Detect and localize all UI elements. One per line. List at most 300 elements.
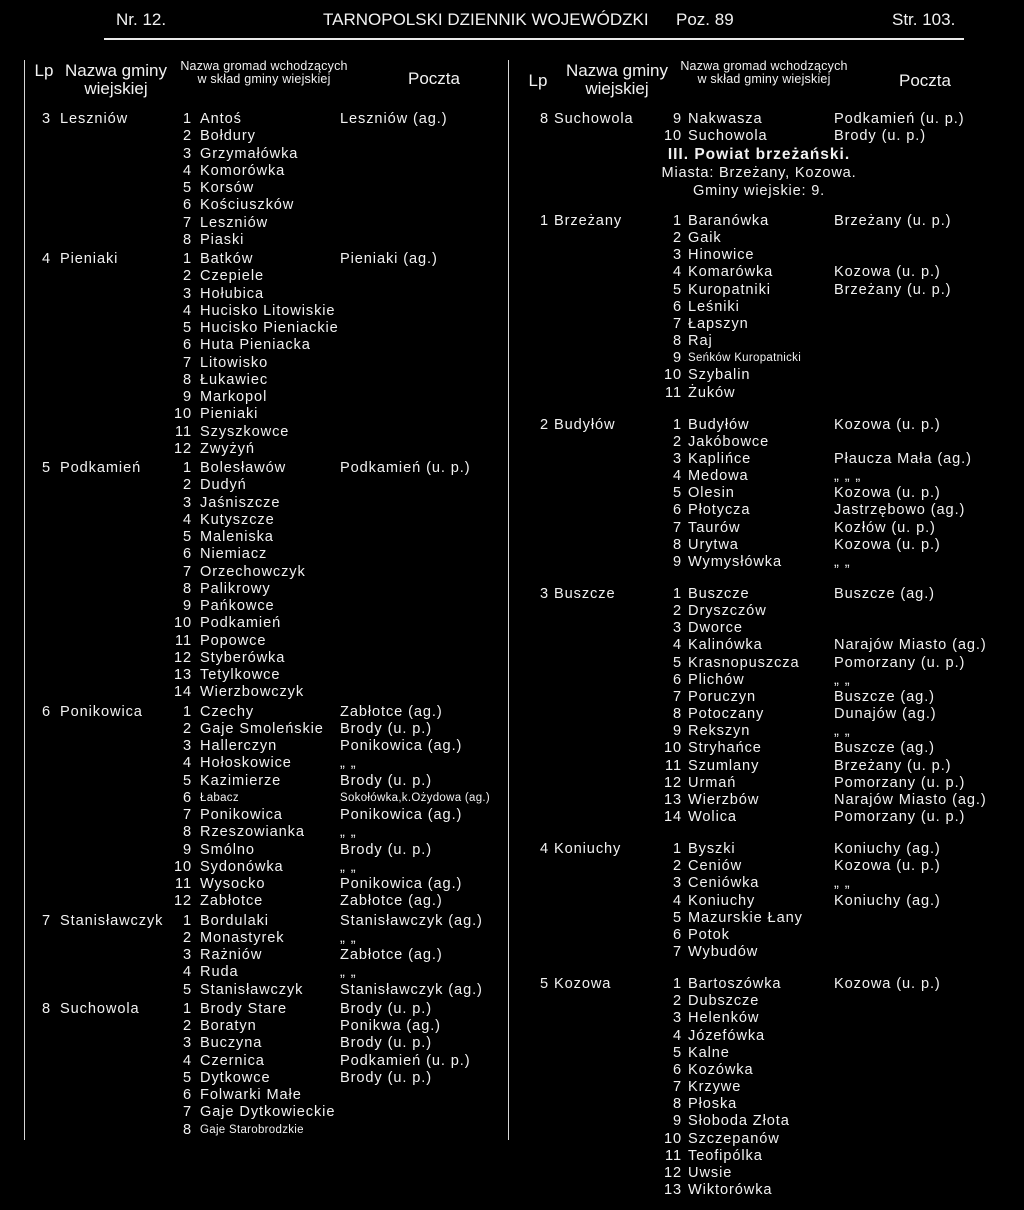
table-row	[0, 929, 505, 947]
village-name: Ceniówka	[688, 875, 760, 892]
table-row	[0, 440, 505, 458]
village-number: 9	[182, 841, 192, 858]
table-row	[0, 302, 505, 320]
village-number: 11	[175, 876, 192, 892]
village-number: 3	[182, 145, 192, 162]
col-lp-right: Lp	[528, 71, 548, 90]
village-name: Ruda	[200, 964, 239, 981]
table-row	[0, 981, 505, 999]
village-name: Gaik	[688, 230, 722, 247]
table-row	[0, 494, 505, 512]
table-row	[0, 1086, 505, 1104]
col-gromady-right: Nazwa gromad wchodzących w skład gminy wiejskiej	[680, 59, 848, 87]
village-name: Dworce	[688, 620, 743, 637]
village-number: 6	[182, 1087, 192, 1103]
village-name: Kalinówka	[688, 637, 763, 654]
village-name: Niemiacz	[200, 546, 268, 563]
table-row	[0, 1103, 505, 1121]
table-row	[0, 683, 505, 701]
gmina-name: Brzeżany	[554, 213, 623, 229]
village-name: Folwarki Małe	[200, 1087, 302, 1103]
col-gmina-right: Nazwa gminy wiejskiej	[565, 61, 669, 98]
table-row	[0, 1000, 505, 1018]
issue-number: Nr. 12.	[116, 10, 167, 29]
post-office: Ponikowica (ag.)	[340, 807, 463, 823]
village-name: Komarówka	[688, 264, 774, 281]
village-name: Suchowola	[688, 128, 768, 145]
journal-title: TARNOPOLSKI DZIENNIK WOJEWÓDZKI	[323, 10, 649, 29]
gmina-name: Stanisławczyk	[60, 912, 164, 929]
village-number: 12	[663, 774, 682, 791]
village-name: Seńków Kuropatnicki	[688, 352, 802, 365]
village-number: 2	[672, 433, 682, 450]
post-office: Buszcze (ag.)	[834, 688, 935, 705]
village-number: 12	[173, 649, 192, 666]
village-name: Bołdury	[200, 128, 256, 145]
post-office: Brody (u. p.)	[340, 841, 432, 858]
village-name: Buszcze	[688, 586, 750, 602]
col-gmina-left: Nazwa gminy wiejskiej	[64, 61, 168, 98]
village-name: Gaje Dytkowieckie	[200, 1104, 336, 1121]
village-name: Wymysłówka	[688, 553, 783, 570]
village-number: 7	[672, 315, 682, 332]
village-name: Rażniów	[200, 947, 263, 963]
table-row	[514, 536, 1014, 554]
table-row	[514, 671, 1014, 689]
village-name: Hucisko Pieniackie	[200, 320, 339, 336]
table-row	[514, 1147, 1014, 1165]
post-office: Sokołówka,k.Ożydowa (ag.)	[340, 791, 491, 804]
village-name: Bolesławów	[200, 460, 287, 476]
village-number: 2	[672, 858, 682, 875]
gmina-name: Buszcze	[554, 586, 616, 602]
village-name: Markopol	[200, 389, 268, 405]
table-row	[514, 1044, 1014, 1062]
table-row	[514, 246, 1014, 264]
gmina-lp: 8	[42, 1000, 52, 1017]
village-name: Szyszkowce	[200, 423, 290, 440]
village-name: Poruczyn	[688, 688, 757, 705]
table-row	[0, 892, 505, 910]
village-number: 13	[173, 667, 192, 683]
table-row	[514, 263, 1014, 281]
village-number: 3	[672, 875, 682, 892]
post-office: Leszniów (ag.)	[340, 111, 448, 127]
village-name: Ceniów	[688, 858, 743, 875]
table-row	[514, 774, 1014, 792]
table-row	[514, 808, 1014, 826]
table-row	[514, 602, 1014, 620]
post-office: Podkamień (u. p.)	[340, 460, 471, 476]
powiat-heading	[514, 146, 1004, 202]
village-number: 3	[182, 738, 192, 754]
table-row	[0, 823, 505, 841]
village-name: Ponikowica	[200, 807, 283, 823]
village-name: Leszniów	[200, 214, 269, 231]
village-number: 2	[182, 477, 192, 494]
table-row	[0, 649, 505, 667]
village-number: 7	[182, 214, 192, 231]
village-number: 3	[672, 247, 682, 264]
post-office: Narajów Miasto (ag.)	[834, 637, 987, 654]
village-number: 8	[182, 580, 192, 597]
col-gromady-left: Nazwa gromad wchodzących w skład gminy wiejskiej	[180, 59, 348, 87]
village-name: Rekszyn	[688, 723, 751, 740]
gmina-name: Pieniaki	[60, 251, 119, 267]
village-name: Hallerczyn	[200, 738, 278, 754]
village-name: Hołoskowice	[200, 755, 292, 772]
village-name: Czernica	[200, 1052, 265, 1069]
table-row	[0, 110, 505, 128]
village-name: Palikrowy	[200, 580, 271, 597]
village-name: Podkamień	[200, 615, 282, 632]
table-row	[514, 384, 1014, 402]
village-name: Urmań	[688, 774, 737, 791]
post-office: Buszcze (ag.)	[834, 740, 935, 757]
post-office: Zabłotce (ag.)	[340, 893, 443, 910]
village-number: 1	[182, 912, 192, 929]
village-name: Piaski	[200, 231, 245, 248]
post-office: Brzeżany (u. p.)	[834, 281, 952, 298]
village-name: Kuropatniki	[688, 281, 771, 298]
village-name: Jakóbowce	[688, 433, 770, 450]
village-number: 7	[182, 807, 192, 823]
village-number: 7	[672, 688, 682, 705]
gmina-lp: 8	[540, 111, 550, 127]
village-name: Wiktorówka	[688, 1181, 773, 1198]
village-number: 4	[182, 755, 192, 772]
table-row	[514, 212, 1014, 230]
village-number: 9	[672, 553, 682, 570]
table-row	[0, 563, 505, 581]
table-row	[0, 754, 505, 772]
village-name: Żuków	[688, 384, 736, 401]
village-name: Plichów	[688, 671, 745, 688]
village-number: 7	[672, 944, 682, 960]
village-number: 3	[182, 1035, 192, 1052]
gmina-lp: 5	[540, 976, 550, 993]
village-number: 4	[672, 892, 682, 909]
village-number: 8	[182, 1121, 192, 1138]
table-row	[514, 553, 1014, 571]
village-number: 8	[672, 333, 682, 350]
village-name: Łapszyn	[688, 315, 749, 332]
village-name: Kaplińce	[688, 450, 752, 467]
table-row	[514, 874, 1014, 892]
village-number: 4	[182, 162, 192, 179]
table-row	[0, 459, 505, 477]
village-number: 12	[173, 440, 192, 457]
village-number: 6	[182, 789, 192, 806]
table-row	[514, 636, 1014, 654]
village-number: 3	[182, 494, 192, 511]
village-number: 1	[182, 251, 192, 267]
village-number: 4	[182, 511, 192, 528]
village-number: 1	[182, 703, 192, 720]
post-office: „ „	[340, 755, 357, 772]
village-number: 3	[672, 1010, 682, 1027]
post-office: Kozowa (u. p.)	[834, 536, 941, 553]
village-number: 1	[182, 111, 192, 127]
table-row	[514, 791, 1014, 809]
table-row	[0, 179, 505, 197]
village-name: Dudyń	[200, 477, 247, 494]
village-number: 5	[182, 320, 192, 336]
table-row	[0, 841, 505, 859]
village-number: 9	[182, 598, 192, 614]
post-office: Koniuchy (ag.)	[834, 892, 941, 909]
village-number: 4	[672, 468, 682, 485]
table-row	[514, 909, 1014, 927]
table-row	[514, 705, 1014, 723]
village-number: 10	[173, 615, 192, 632]
post-office: „ „	[340, 929, 357, 946]
village-name: Czepiele	[200, 268, 264, 285]
village-name: Wolica	[688, 808, 737, 825]
table-row	[514, 1078, 1014, 1096]
gmina-name: Podkamień	[60, 460, 142, 476]
table-row	[0, 597, 505, 615]
table-row	[514, 1130, 1014, 1148]
table-row	[0, 145, 505, 163]
gmina-lp: 5	[42, 460, 52, 476]
village-number: 8	[182, 231, 192, 248]
post-office: Koniuchy (ag.)	[834, 841, 941, 858]
gmina-lp: 4	[42, 251, 52, 267]
village-name: Krzywe	[688, 1079, 742, 1096]
village-number: 8	[182, 824, 192, 841]
village-number: 6	[672, 298, 682, 315]
table-row	[0, 737, 505, 755]
table-row	[0, 354, 505, 372]
post-office: „ „	[834, 553, 851, 570]
table-row	[0, 772, 505, 790]
table-row	[514, 1181, 1014, 1199]
village-number: 8	[672, 706, 682, 723]
page-number: Str. 103.	[892, 10, 956, 29]
post-office: Kozłów (u. p.)	[834, 519, 936, 536]
post-office: Kozowa (u. p.)	[834, 858, 941, 875]
table-row	[0, 250, 505, 268]
village-name: Maleniska	[200, 529, 274, 545]
table-row	[0, 614, 505, 632]
village-name: Potoczany	[688, 706, 765, 723]
village-number: 11	[665, 384, 682, 401]
table-row	[0, 580, 505, 598]
village-number: 5	[672, 1044, 682, 1061]
position-number: Poz. 89	[676, 10, 734, 29]
table-row	[514, 688, 1014, 706]
village-name: Dryszczów	[688, 603, 767, 620]
post-office: Brody (u. p.)	[340, 720, 432, 737]
village-number: 13	[663, 791, 682, 808]
village-name: Helenków	[688, 1010, 760, 1027]
post-office: „ „	[340, 964, 357, 981]
table-row	[0, 1121, 505, 1139]
post-office: „ „	[834, 671, 851, 688]
table-row	[514, 619, 1014, 637]
village-name: Dytkowce	[200, 1069, 271, 1086]
table-row	[514, 484, 1014, 502]
village-number: 8	[672, 536, 682, 553]
village-name: Orzechowczyk	[200, 563, 306, 580]
post-office: Kozowa (u. p.)	[834, 485, 941, 502]
village-number: 4	[182, 1052, 192, 1069]
village-number: 2	[672, 603, 682, 620]
powiat-title: III. Powiat brzeżański.	[667, 146, 851, 163]
village-number: 10	[663, 740, 682, 757]
village-name: Kozówka	[688, 1061, 754, 1078]
village-number: 8	[672, 1096, 682, 1113]
village-name: Budyłów	[688, 416, 750, 433]
table-row	[0, 319, 505, 337]
village-name: Wysocko	[200, 876, 266, 892]
village-name: Urytwa	[688, 536, 739, 553]
post-office: Pomorzany (u. p.)	[834, 808, 966, 825]
table-row	[514, 585, 1014, 603]
village-name: Koniuchy	[688, 892, 756, 909]
table-row	[0, 528, 505, 546]
table-row	[514, 943, 1014, 961]
village-number: 7	[182, 1104, 192, 1121]
village-number: 10	[173, 858, 192, 875]
village-number: 8	[182, 371, 192, 388]
village-number: 2	[182, 1018, 192, 1034]
village-name: Smólno	[200, 841, 255, 858]
village-number: 10	[663, 367, 682, 384]
village-number: 7	[182, 354, 192, 371]
village-name: Pańkowce	[200, 598, 275, 614]
village-name: Słoboda Złota	[688, 1113, 790, 1130]
village-name: Kutyszcze	[200, 511, 275, 528]
table-row	[0, 545, 505, 563]
village-name: Popowce	[200, 632, 267, 649]
table-row	[514, 926, 1014, 944]
gmina-lp: 2	[540, 416, 550, 433]
post-office: Brzeżany (u. p.)	[834, 213, 952, 229]
gmina-name: Leszniów	[60, 111, 129, 127]
gmina-name: Koniuchy	[554, 841, 622, 858]
village-number: 1	[182, 460, 192, 476]
village-number: 12	[173, 893, 192, 910]
village-number: 1	[182, 1000, 192, 1017]
table-row	[514, 315, 1014, 333]
col-poczta-right: Poczta	[899, 71, 951, 90]
village-name: Huta Pieniacka	[200, 337, 311, 354]
village-name: Buczyna	[200, 1035, 263, 1052]
table-row	[514, 501, 1014, 519]
village-number: 4	[672, 264, 682, 281]
table-row	[514, 992, 1014, 1010]
table-row	[0, 267, 505, 285]
table-row	[514, 892, 1014, 910]
village-name: Gaje Starobrodzkie	[200, 1123, 304, 1136]
village-number: 10	[663, 1130, 682, 1147]
village-number: 7	[672, 1079, 682, 1096]
post-office: Zabłotce (ag.)	[340, 947, 443, 963]
table-row	[0, 1052, 505, 1070]
table-row	[514, 757, 1014, 775]
village-number: 1	[672, 416, 682, 433]
center-column-rule	[508, 60, 509, 1140]
village-name: Hołubica	[200, 285, 264, 302]
gmina-lp: 1	[540, 213, 550, 229]
village-number: 4	[672, 1027, 682, 1044]
village-name: Leśniki	[688, 298, 740, 315]
table-row	[514, 433, 1014, 451]
village-name: Bartoszówka	[688, 976, 782, 993]
table-row	[514, 450, 1014, 468]
table-row	[514, 1009, 1014, 1027]
village-name: Raj	[688, 333, 713, 350]
village-name: Medowa	[688, 468, 749, 485]
village-number: 9	[672, 1113, 682, 1130]
village-name: Józefówka	[688, 1027, 766, 1044]
col-lp-left: Lp	[34, 61, 54, 80]
table-row	[514, 654, 1014, 672]
table-row	[514, 975, 1014, 993]
table-row	[0, 214, 505, 232]
village-number: 3	[672, 620, 682, 637]
village-number: 2	[182, 720, 192, 737]
table-row	[514, 1112, 1014, 1130]
village-name: Antoś	[200, 111, 242, 127]
table-row	[514, 1061, 1014, 1079]
post-office: Stanisławczyk (ag.)	[340, 912, 483, 929]
table-row	[0, 1069, 505, 1087]
gmina-name: Suchowola	[60, 1000, 140, 1017]
table-row	[514, 127, 1014, 145]
post-office: Ponikowica (ag.)	[340, 876, 463, 892]
village-name: Korsów	[200, 180, 255, 196]
village-name: Wierzbów	[688, 791, 760, 808]
table-row	[514, 110, 1014, 128]
village-name: Wierzbowczyk	[200, 684, 305, 701]
table-row	[0, 946, 505, 964]
village-name: Kalne	[688, 1044, 730, 1061]
village-name: Stanisławczyk	[200, 981, 304, 998]
post-office: Ponikowica (ag.)	[340, 738, 463, 754]
post-office: Brzeżany (u. p.)	[834, 757, 952, 774]
village-name: Hinowice	[688, 247, 755, 264]
gmina-lp: 3	[42, 111, 52, 127]
table-row	[0, 720, 505, 738]
village-number: 4	[182, 302, 192, 319]
village-number: 6	[672, 671, 682, 688]
village-name: Monastyrek	[200, 929, 285, 946]
table-row	[0, 666, 505, 684]
post-office: Zabłotce (ag.)	[340, 703, 443, 720]
village-name: Taurów	[688, 519, 741, 536]
post-office: Kozowa (u. p.)	[834, 976, 941, 993]
village-number: 6	[672, 1061, 682, 1078]
gmina-name: Suchowola	[554, 111, 634, 127]
post-office: Ponikwa (ag.)	[340, 1018, 441, 1034]
post-office: Jastrzębowo (ag.)	[834, 502, 966, 519]
table-row	[0, 231, 505, 249]
post-office: Brody (u. p.)	[340, 1000, 432, 1017]
post-office: Brody (u. p.)	[340, 1069, 432, 1086]
village-number: 2	[182, 929, 192, 946]
gmina-name: Kozowa	[554, 976, 612, 993]
table-row	[514, 722, 1014, 740]
table-row	[514, 281, 1014, 299]
village-name: Rzeszowianka	[200, 824, 305, 841]
village-number: 7	[672, 519, 682, 536]
table-row	[0, 1017, 505, 1035]
village-name: Kościuszków	[200, 197, 295, 214]
village-name: Hucisko Litowiskie	[200, 302, 336, 319]
